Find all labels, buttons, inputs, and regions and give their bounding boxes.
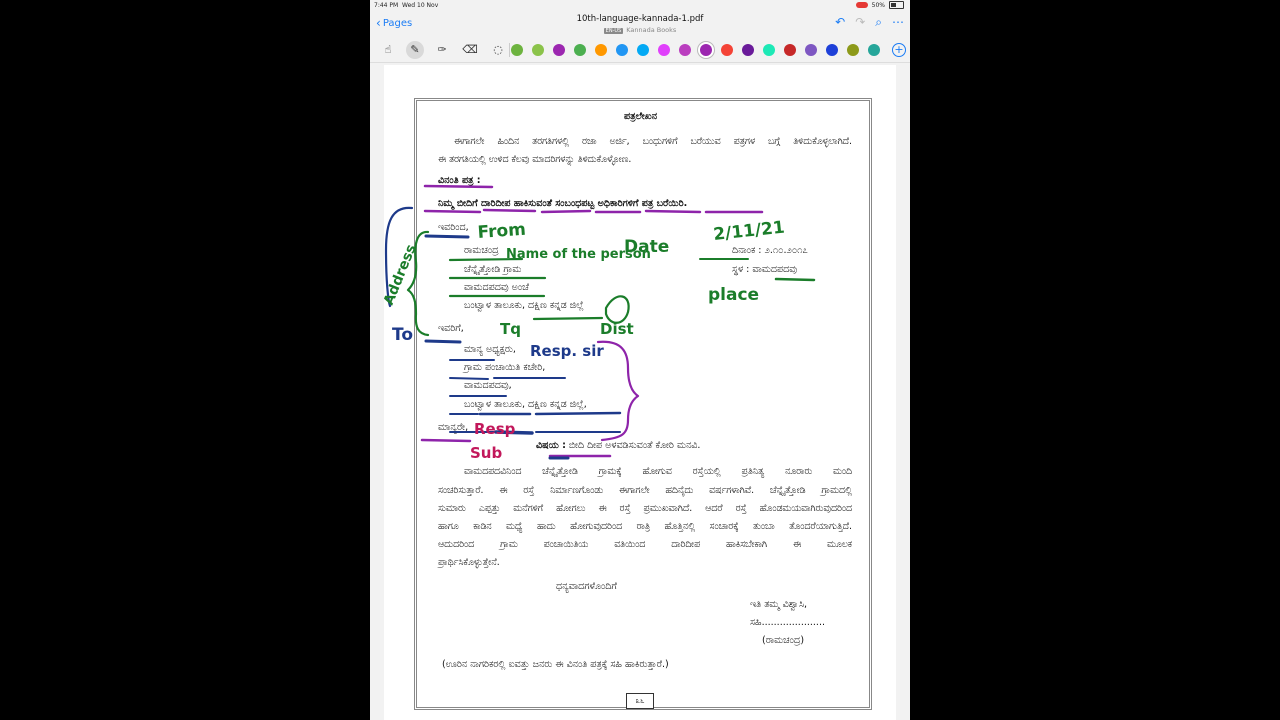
add-color-button[interactable]: + <box>892 43 906 57</box>
color-swatch[interactable] <box>574 44 586 56</box>
color-swatch[interactable] <box>763 44 775 56</box>
color-swatch[interactable] <box>868 44 880 56</box>
annotation-to: To <box>392 325 414 345</box>
document-title: 10th-language-kannada-1.pdf <box>576 14 704 24</box>
annotation-address: Address <box>380 242 420 308</box>
from-line: ಬಂಟ್ವಾಳ ತಾಲೂಕು, ದಕ್ಷಿಣ ಕನ್ನಡ ಜಿಲ್ಲೆ <box>464 300 584 311</box>
annotation-date-value: 2/11/21 <box>712 217 786 245</box>
page-number: ೩೬ <box>626 693 654 709</box>
color-swatch[interactable] <box>721 44 733 56</box>
color-swatch[interactable] <box>847 44 859 56</box>
subject-line <box>536 440 700 451</box>
pdf-page <box>384 65 896 720</box>
color-swatch[interactable] <box>658 44 670 56</box>
signoff-line: ಇತಿ ತಮ್ಮ ವಿಶ್ವಾಸಿ, <box>750 599 808 610</box>
signer-name: (ರಾಮಚಂದ್ರ) <box>762 635 805 646</box>
battery-percent: 50% <box>871 1 885 9</box>
thanks-line: ಧನ್ಯವಾದಗಳೊಂದಿಗೆ <box>556 581 617 592</box>
section-title: ವಿನಂತಿ ಪತ್ರ : <box>438 175 481 186</box>
color-swatch[interactable] <box>679 44 691 56</box>
annotation-sub: Sub <box>470 444 503 462</box>
body-line: ವಾಮದಪದವಿನಿಂದ ಚೆನ್ನೈತ್ತೋಡಿ ಗ್ರಾಮಕ್ಕೆ ಹೋಗುವ ರಸ್ತೆಯಲ್ಲಿ ಪ್ರತಿನಿತ್ಯ ನೂರಾರು ಮಂದಿ <box>464 466 852 477</box>
lasso-tool-icon[interactable]: ◌ <box>493 43 503 56</box>
to-line: ಗ್ರಾಮ ಪಂಚಾಯಿತಿ ಕಚೇರಿ, <box>464 362 546 373</box>
color-swatch[interactable] <box>511 44 523 56</box>
color-swatch[interactable] <box>742 44 754 56</box>
battery-icon <box>889 1 904 9</box>
toolbar-divider <box>509 43 510 57</box>
to-line: ಮಾನ್ಯ ಅಧ್ಯಕ್ಷರು, <box>464 344 516 355</box>
from-line: ರಾಮಚಂದ್ರ <box>464 245 499 256</box>
footnote: (ಊರಿನ ನಾಗರಿಕರಲ್ಲಿ ಐವತ್ತು ಜನರು ಈ ವಿನಂತಿ ಪತ್ರಕ್ಕೆ ಸಹಿ ಹಾಕಿರುತ್ತಾರೆ.) <box>442 659 669 670</box>
annotation-tq: Tq <box>500 320 521 338</box>
annotation-place: place <box>708 285 760 305</box>
body-line: ಪ್ರಾರ್ಥಿಸಿಕೊಳ್ಳುತ್ತೇನೆ. <box>438 557 500 568</box>
book-collection: Kannada Books <box>626 26 677 34</box>
from-line: ಚೆನ್ನೈತ್ತೋಡಿ ಗ್ರಾಮ <box>464 264 522 275</box>
undo-icon[interactable]: ↶ <box>835 15 846 29</box>
from-label: ಇವರಿಂದ, <box>438 222 469 233</box>
search-icon[interactable]: ⌕ <box>875 15 882 29</box>
subject-label: ವಿಷಯ : <box>536 440 566 451</box>
salutation: ಮಾನ್ಯರೇ, <box>438 422 469 433</box>
document-subtitle <box>370 26 910 34</box>
color-swatch[interactable] <box>805 44 817 56</box>
letter-heading: ಪತ್ರಲೇಖನ <box>624 111 657 122</box>
hand-tool-icon[interactable]: ☝ <box>384 43 392 56</box>
eraser-tool-icon[interactable]: ⌫ <box>462 43 478 56</box>
annotation-date: Date <box>624 237 670 257</box>
body-line: ಸುಮಾರು ಎಪ್ಪತ್ತು ಮನೆಗಳಿಗೆ ಹೋಗಲು ಈ ರಸ್ತೆ ಪ್ರಮುಖವಾಗಿದೆ. ಆದರೆ ರಸ್ತೆ ಹೊಂಡಮಯವಾಗಿರುವುದರಿಂದ <box>438 503 852 514</box>
task-question: ನಿಮ್ಮ ಬೀದಿಗೆ ದಾರಿದೀಪ ಹಾಕಿಸುವಂತೆ ಸಂಬಂಧಪಟ್ಟ ಅಧಿಕಾರಿಗಳಿಗೆ ಪತ್ರ ಬರೆಯಿರಿ. <box>438 198 688 209</box>
color-swatch[interactable] <box>616 44 628 56</box>
subject-text: ಬೀದಿ ದೀಪ ಅಳವಡಿಸುವಂತೆ ಕೋರಿ ಮನವಿ. <box>568 440 701 451</box>
annotation-toolbar <box>370 38 910 63</box>
recording-indicator-icon <box>856 2 868 8</box>
annotation-from: From <box>476 219 527 243</box>
annotation-resp-sir: Resp. sir <box>530 342 604 360</box>
place-line: ಸ್ಥಳ : ವಾಮದಪದವು <box>732 264 797 275</box>
back-label: Pages <box>382 17 413 29</box>
to-label: ಇವರಿಗೆ, <box>438 323 464 334</box>
to-line: ವಾಮದಪದವು, <box>464 380 512 391</box>
to-line: ಬಂಟ್ವಾಳ ತಾಲೂಕು, ದಕ್ಷಿಣ ಕನ್ನಡ ಜಿಲ್ಲೆ, <box>464 399 587 410</box>
annotation-resp: Resp <box>474 420 516 438</box>
annotation-name: Name of the person <box>506 247 651 262</box>
color-swatch[interactable] <box>595 44 607 56</box>
date-line: ದಿನಾಂಕ : ೨.೧೦.೨೦೧೭ <box>732 245 808 256</box>
ipad-screen <box>370 0 910 720</box>
chevron-left-icon: ‹ <box>376 16 381 30</box>
language-badge: EN-US <box>605 28 622 34</box>
pen-tool-icon[interactable]: ✎ <box>406 41 424 59</box>
nav-bar <box>370 11 910 37</box>
status-bar <box>370 0 910 11</box>
redo-icon[interactable]: ↷ <box>855 15 866 29</box>
body-line: ಹಾಗೂ ಕಾಡಿನ ಮಧ್ಯೆ ಹಾದು ಹೋಗುವುದರಿಂದ ರಾತ್ರಿ ಹೊತ್ತಿನಲ್ಲಿ ಸಂಚಾರಕ್ಕೆ ತುಂಬಾ ತೊಂದರೆಯಾಗುತ್ತಿದೆ. <box>438 521 852 532</box>
intro-line: ಈಗಾಗಲೇ ಹಿಂದಿನ ತರಗತಿಗಳಲ್ಲಿ ರಜಾ ಅರ್ಜಿ, ಬಂಧುಗಳಿಗೆ ಬರೆಯುವ ಪತ್ರಗಳ ಬಗ್ಗೆ ತಿಳಿದುಕೊಳ್ಳಲಾಗಿದೆ. <box>454 136 852 147</box>
more-icon[interactable]: ⋯ <box>892 15 904 29</box>
from-line: ವಾಮದಪದವು ಅಂಚೆ <box>464 282 529 293</box>
color-swatch[interactable] <box>532 44 544 56</box>
highlighter-tool-icon[interactable]: ✑ <box>437 43 447 56</box>
annotation-dist: Dist <box>600 320 634 338</box>
status-time: 7:44 PM Wed 10 Nov <box>374 2 439 9</box>
color-swatch[interactable] <box>553 44 565 56</box>
body-line: ಸಂಚರಿಸುತ್ತಾರೆ. ಈ ರಸ್ತೆ ನಿರ್ಮಾಣಗೊಂಡು ಈಗಾಗಲೇ ಹದಿನೈದು ವರ್ಷಗಳಾಗಿವೆ. ಚೆನ್ನೈತ್ತೋಡಿ ಗ್ರಾಮದಲ್ಲಿ <box>438 485 852 496</box>
signature-line: ಸಹಿ..................... <box>750 617 825 628</box>
color-swatch[interactable] <box>637 44 649 56</box>
body-line: ಆದುದರಿಂದ ಗ್ರಾಮ ಪಂಚಾಯಿತಿಯ ವತಿಯಿಂದ ದಾರಿದೀಪ ಹಾಕಿಸಬೇಕಾಗಿ ಈ ಮೂಲಕ <box>438 539 852 550</box>
color-swatch[interactable] <box>826 44 838 56</box>
color-swatch[interactable] <box>784 44 796 56</box>
color-swatch[interactable] <box>700 44 712 56</box>
intro-line: ಈ ತರಗತಿಯಲ್ಲಿ ಉಳಿದ ಕೆಲವು ಮಾದರಿಗಳನ್ನು ತಿಳಿದುಕೊಳ್ಳೋಣ. <box>438 154 632 165</box>
